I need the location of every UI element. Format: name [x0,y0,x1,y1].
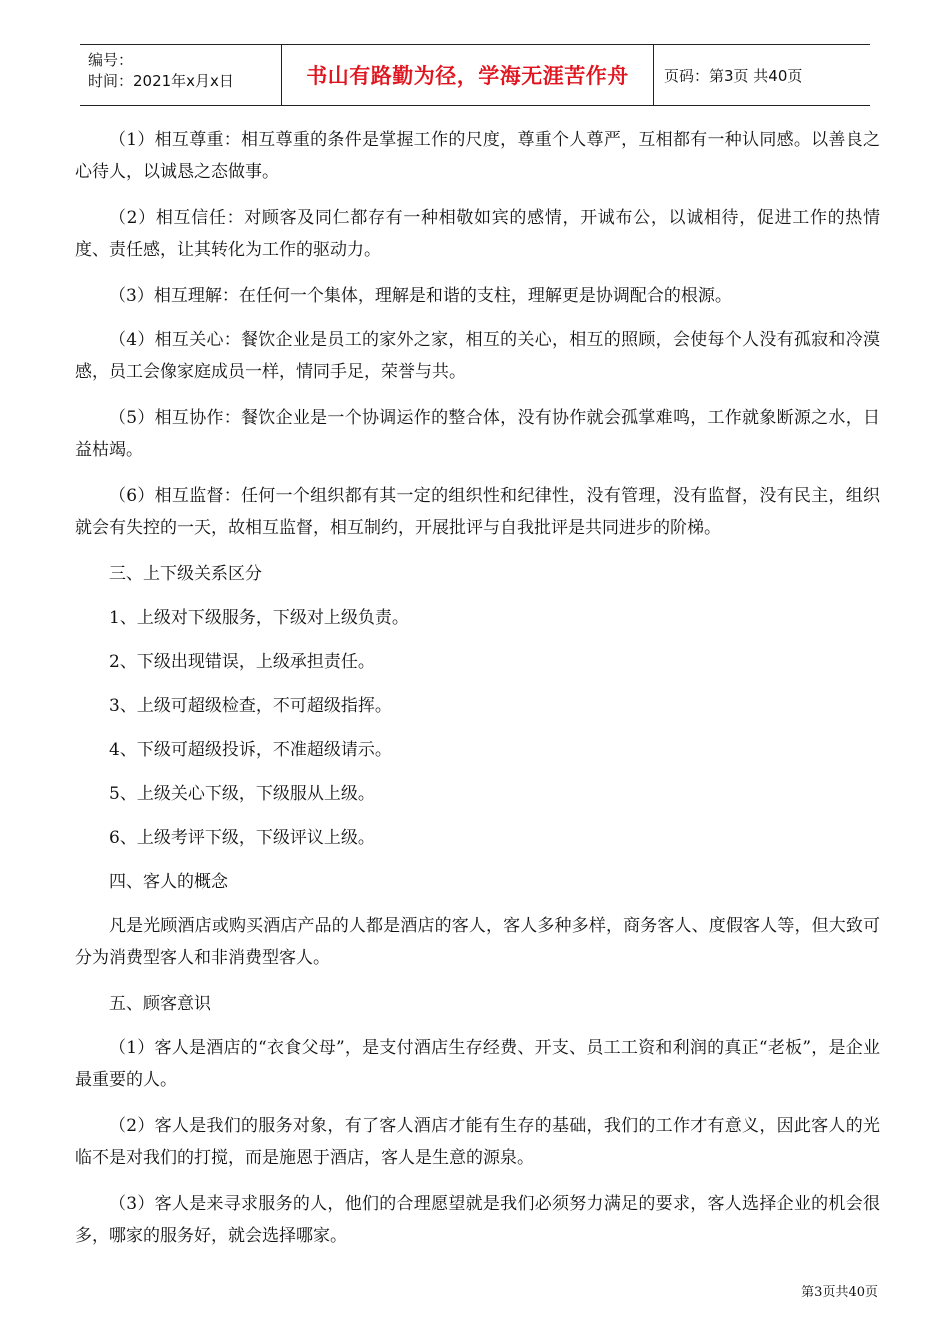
section-heading-5: 五、顾客意识 [109,994,211,1014]
doc-time-label: 时间：2021年x月x日 [88,72,234,90]
paragraph-cooperation: （5）相互协作：餐饮企业是一个协调运作的整合体，没有协作就会孤掌难鸣，工作就象断源之水，日益枯竭。 [75,408,880,460]
header-page-info: 页码：第3页 共40页 [664,66,803,85]
paragraph-care: （4）相互关心：餐饮企业是员工的家外之家，相互的关心，相互的照顾，会使每个人没有孤寂和冷漠感，员工会像家庭成员一样，情同手足，荣誉与共。 [75,330,880,382]
list-item: 6、上级考评下级，下级评议上级。 [109,828,375,848]
list-item: 5、上级关心下级，下级服从上级。 [109,784,375,804]
list-item: 3、上级可超级检查，不可超级指挥。 [109,696,392,716]
paragraph-supervision: （6）相互监督：任何一个组织都有其一定的组织性和纪律性，没有管理，没有监督，没有民主，组织就会有失控的一天，故相互监督，相互制约，开展批评与自我批评是共同进步的阶梯。 [75,486,880,538]
header-motto: 书山有路勤为径，学海无涯苦作舟 [282,45,654,105]
paragraph-guest-concept: 凡是光顾酒店或购买酒店产品的人都是酒店的客人，客人多种多样，商务客人、度假客人等，但大致可分为消费型客人和非消费型客人。 [75,916,880,968]
paragraph-customer-1: （1）客人是酒店的“衣食父母”，是支付酒店生存经费、开支、员工工资和利润的真正“老板”，是企业最重要的人。 [75,1038,880,1090]
doc-number-label: 编号： [88,51,134,69]
header-meta [80,45,282,105]
document-body [75,124,880,1266]
section-heading-4: 四、客人的概念 [109,872,228,892]
list-item: 4、下级可超级投诉，不准超级请示。 [109,740,392,760]
paragraph-customer-3: （3）客人是来寻求服务的人，他们的合理愿望就是我们必须努力满足的要求，客人选择企业的机会很多，哪家的服务好，就会选择哪家。 [75,1194,880,1246]
list-item: 2、下级出现错误，上级承担责任。 [109,652,375,672]
page-footer: 第3页共40页 [801,1285,878,1300]
page-header [80,44,870,106]
paragraph-respect: （1）相互尊重：相互尊重的条件是掌握工作的尺度，尊重个人尊严，互相都有一种认同感。以善良之心待人，以诚恳之态做事。 [75,130,880,182]
section-heading-3: 三、上下级关系区分 [109,564,262,584]
list-item: 1、上级对下级服务，下级对上级负责。 [109,608,409,628]
paragraph-understanding: （3）相互理解：在任何一个集体，理解是和谐的支柱，理解更是协调配合的根源。 [109,286,732,306]
paragraph-customer-2: （2）客人是我们的服务对象，有了客人酒店才能有生存的基础，我们的工作才有意义，因此客人的光临不是对我们的打搅，而是施恩于酒店，客人是生意的源泉。 [75,1116,880,1168]
paragraph-trust: （2）相互信任：对顾客及同仁都存有一种相敬如宾的感情，开诚布公，以诚相待，促进工作的热情度、责任感，让其转化为工作的驱动力。 [75,208,880,260]
